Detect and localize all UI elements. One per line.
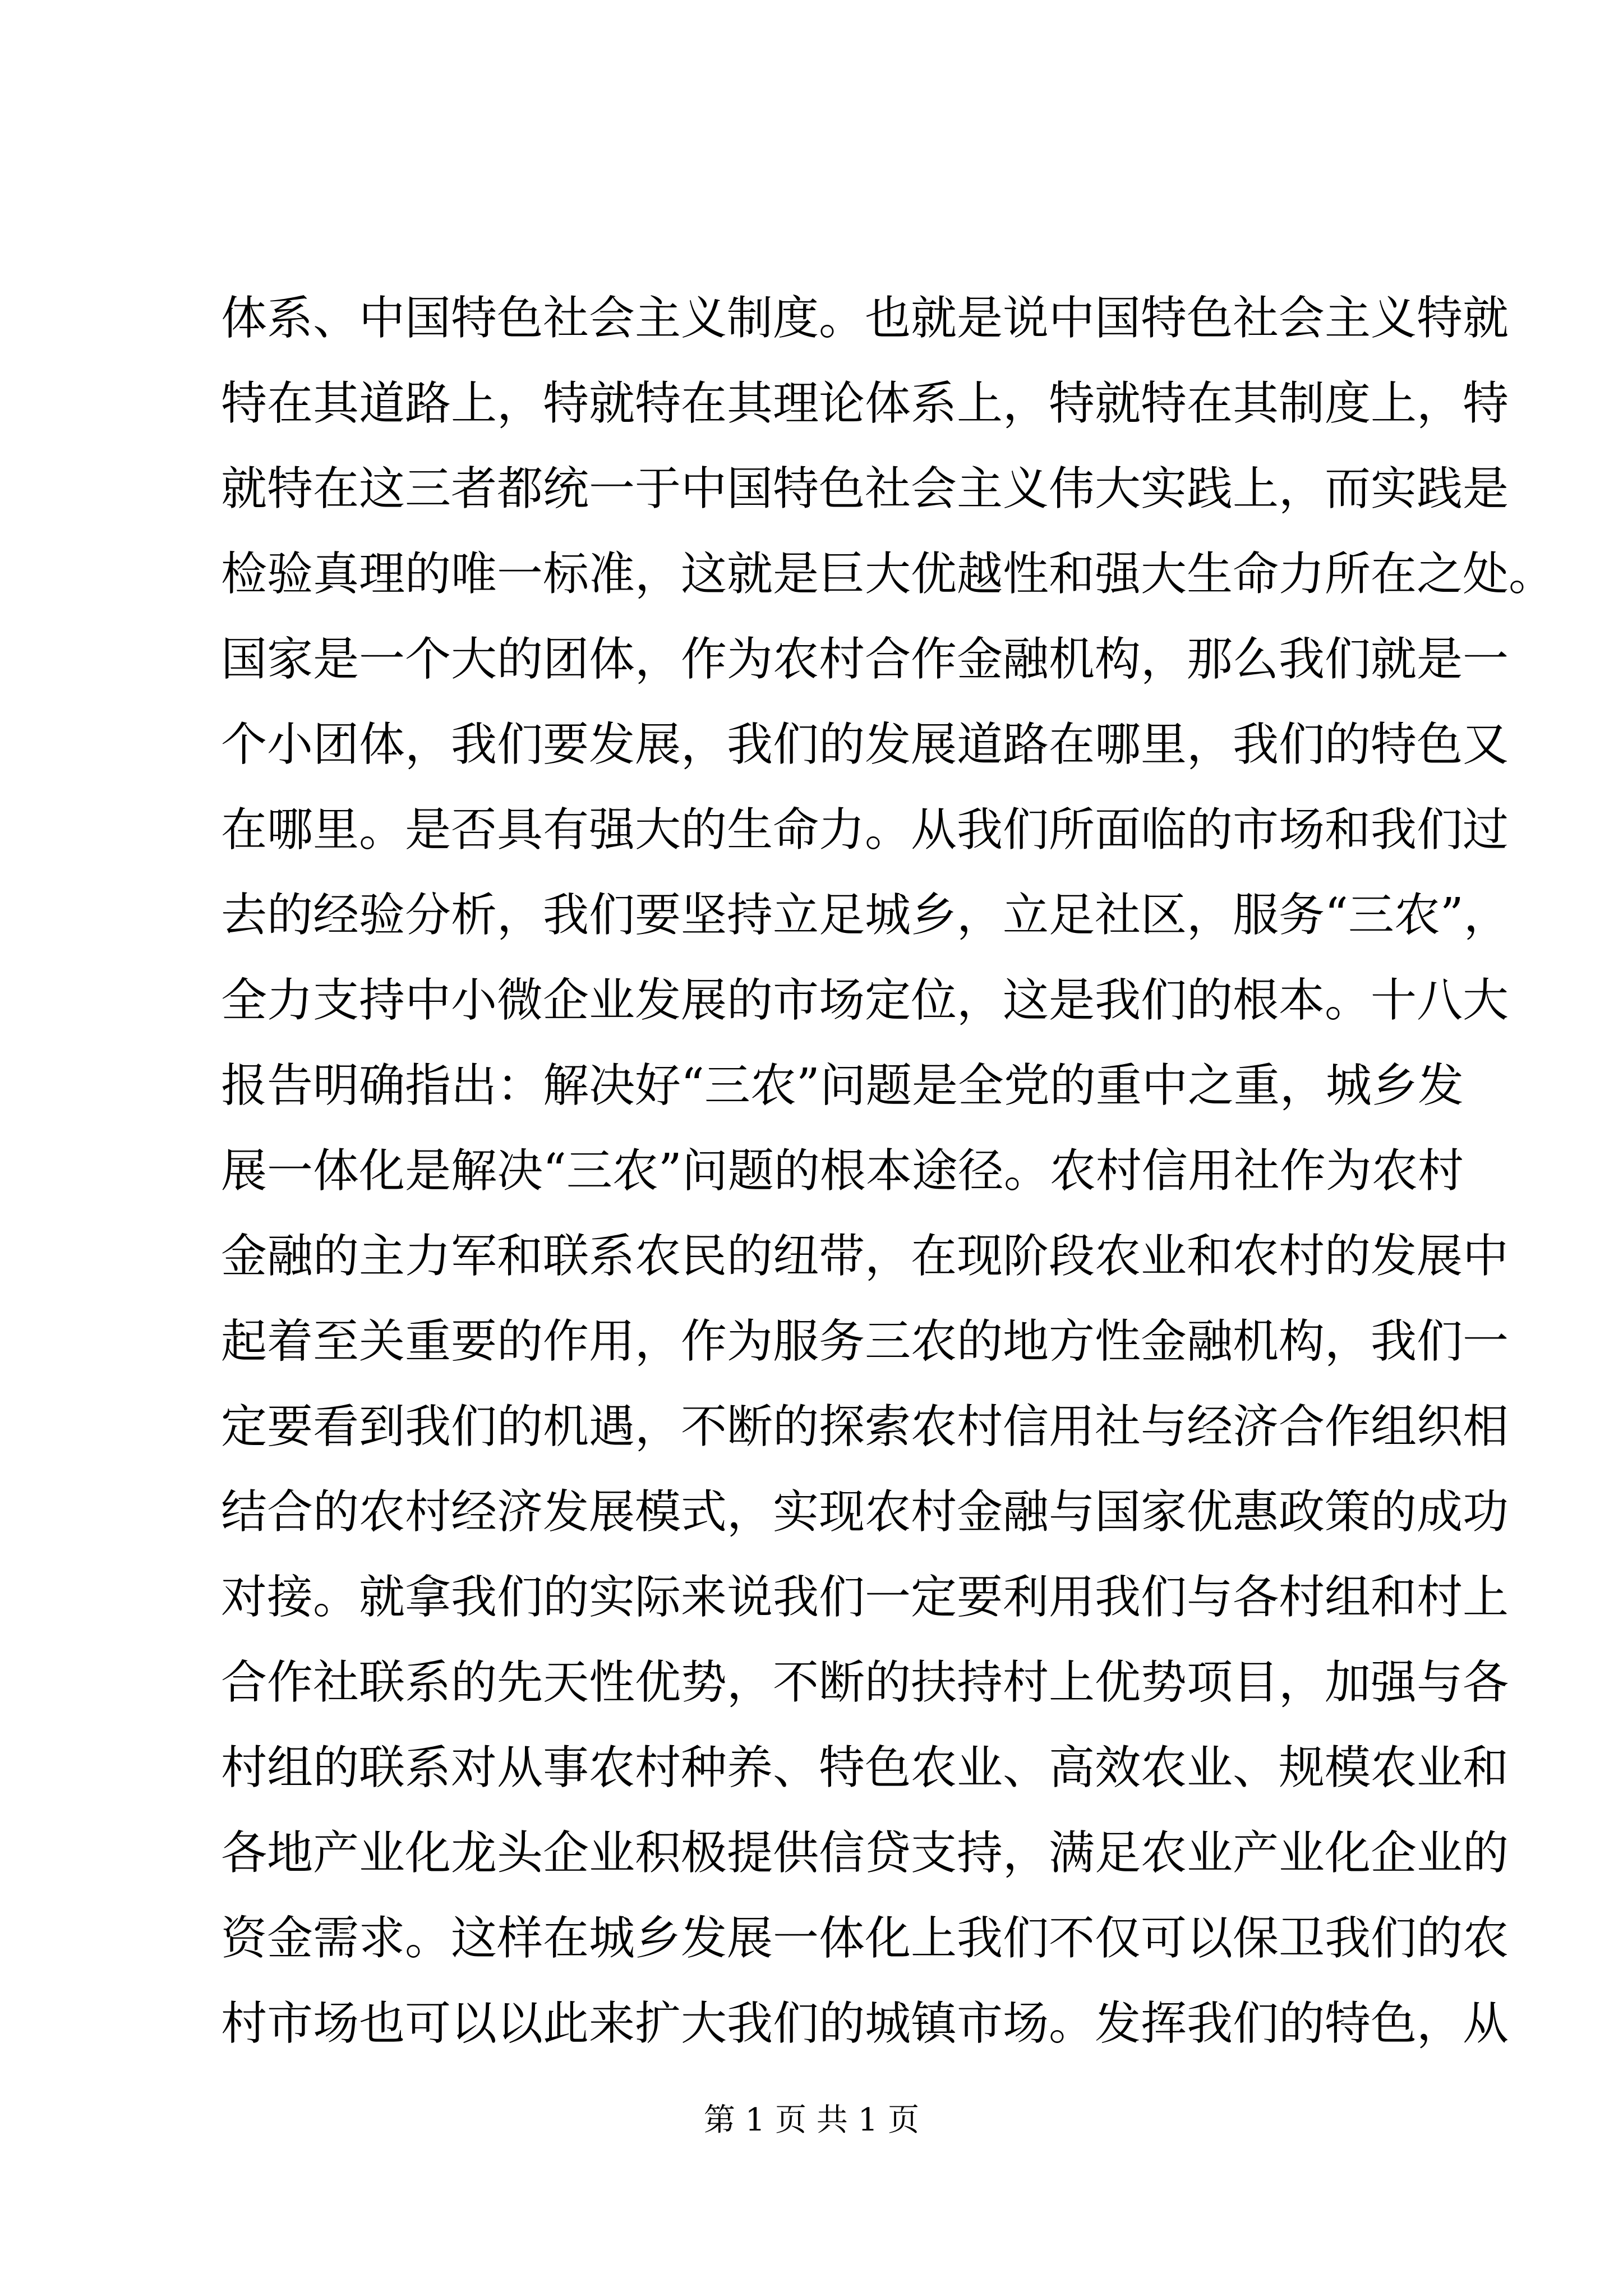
- text-line: 在哪里。是否具有强大的生命力。从我们所面临的市场和我们过: [221, 803, 1509, 857]
- text-line: 展一体化是解决“三农”问题的根本途径。农村信用社作为农村: [221, 1144, 1464, 1198]
- text-line: 国家是一个大的团体，作为农村合作金融机构，那么我们就是一: [221, 633, 1509, 686]
- text-line: 体系、中国特色社会主义制度。也就是说中国特色社会主义特就: [221, 292, 1509, 345]
- text-line: 资金需求。这样在城乡发展一体化上我们不仅可以保卫我们的农: [221, 1912, 1509, 1965]
- text-line: 结合的农村经济发展模式，实现农村金融与国家优惠政策的成功: [221, 1485, 1509, 1539]
- text-line: 全力支持中小微企业发展的市场定位，这是我们的根本。十八大: [221, 974, 1509, 1027]
- text-line: 对接。就拿我们的实际来说我们一定要利用我们与各村组和村上: [221, 1571, 1509, 1624]
- text-line: 合作社联系的先天性优势，不断的扶持村上优势项目，加强与各: [221, 1656, 1509, 1709]
- text-line: 特在其道路上，特就特在其理论体系上，特就特在其制度上，特: [221, 377, 1509, 430]
- text-line: 各地产业化龙头企业积极提供信贷支持，满足农业产业化企业的: [221, 1826, 1509, 1880]
- text-line: 去的经验分析，我们要坚持立足城乡，立足社区，服务“三农”，: [221, 889, 1510, 942]
- text-line: 就特在这三者都统一于中国特色社会主义伟大实践上，而实践是: [221, 462, 1509, 516]
- text-line: 检验真理的唯一标准，这就是巨大优越性和强大生命力所在之处。: [221, 547, 1555, 601]
- text-line: 定要看到我们的机遇，不断的探索农村信用社与经济合作组织相: [221, 1400, 1509, 1453]
- text-line: 起着至关重要的作用，作为服务三农的地方性金融机构，我们一: [221, 1315, 1509, 1368]
- text-line: 村市场也可以以此来扩大我们的城镇市场。发挥我们的特色，从: [221, 1997, 1509, 2050]
- text-line: 村组的联系对从事农村种养、特色农业、高效农业、规模农业和: [221, 1741, 1509, 1795]
- text-line: 个小团体，我们要发展，我们的发展道路在哪里，我们的特色又: [221, 718, 1509, 771]
- body-paragraph: [221, 276, 1555, 2067]
- text-line: 报告明确指出：解决好“三农”问题是全党的重中之重，城乡发: [221, 1059, 1464, 1112]
- page-number-footer: 第 1 页 共 1 页: [703, 2102, 920, 2138]
- text-line: 金融的主力军和联系农民的纽带，在现阶段农业和农村的发展中: [221, 1230, 1509, 1283]
